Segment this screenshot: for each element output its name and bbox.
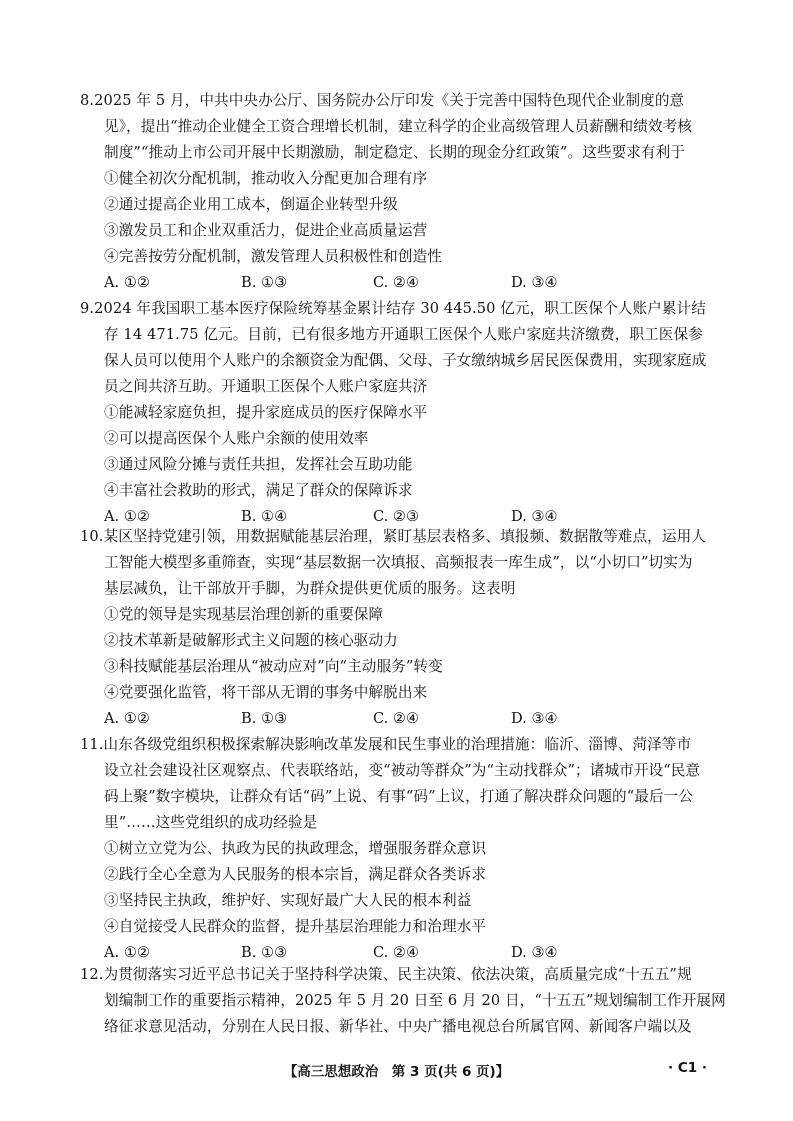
option-statement: ①健全初次分配机制，推动收入分配更加合理有序 bbox=[104, 170, 428, 187]
option-statement: ①党的领导是实现基层治理创新的重要保障 bbox=[104, 606, 384, 623]
option-statement: ②可以提高医保个人账户余额的使用效率 bbox=[104, 430, 369, 447]
option-statement: ④自觉接受人民群众的监督，提升基层治理能力和治理水平 bbox=[104, 918, 487, 935]
choice-a: A. ①② bbox=[104, 944, 150, 961]
choice-c: C. ②④ bbox=[373, 274, 420, 291]
option-statement: ②技术革新是破解形式主义问题的核心驱动力 bbox=[104, 632, 398, 649]
option-statement: ①树立立党为公、执政为民的执政理念，增强服务群众意识 bbox=[104, 840, 487, 857]
choice-b: B. ①③ bbox=[241, 944, 288, 961]
choice-a: A. ①② bbox=[104, 710, 150, 727]
question-stem-line: 10.某区坚持党建引领，用数据赋能基层治理，紧盯基层表格多、填报频、数据散等难点，运用人 bbox=[80, 528, 706, 545]
choice-d: D. ③④ bbox=[511, 944, 558, 961]
question-stem-line: 码上聚”数字模块，让群众有话“码”上说、有事“码”上议，打通了解决群众问题的“最后一公 bbox=[104, 788, 694, 805]
question-stem-line: 工智能大模型多重筛查，实现“基层数据一次填报、高频报表一库生成”，以“小切口”切实为 bbox=[104, 554, 693, 571]
choice-c: C. ②④ bbox=[373, 710, 420, 727]
question-stem-line: 9.2024 年我国职工基本医疗保险统筹基金累计结存 30 445.50 亿元，职工医保个人账户累计结 bbox=[80, 300, 706, 317]
option-statement: ③科技赋能基层治理从“被动应对”向“主动服务”转变 bbox=[104, 658, 443, 675]
option-statement: ③通过风险分摊与责任共担，发挥社会互助功能 bbox=[104, 456, 413, 473]
option-statement: ②通过提高企业用工成本，倒逼企业转型升级 bbox=[104, 196, 398, 213]
option-statement: ③坚持民主执政，维护好、实现好最广大人民的根本利益 bbox=[104, 892, 472, 909]
question-10 bbox=[80, 524, 715, 732]
question-8 bbox=[80, 88, 715, 296]
choice-d: D. ③④ bbox=[511, 508, 558, 525]
option-statement: ①能减轻家庭负担，提升家庭成员的医疗保障水平 bbox=[104, 404, 428, 421]
option-statement: ②践行全心全意为人民服务的根本宗旨，满足群众各类诉求 bbox=[104, 866, 487, 883]
page-footer bbox=[0, 1060, 793, 1084]
choice-a: A. ①② bbox=[104, 274, 150, 291]
question-stem-line: 员之间共济互助。开通职工医保个人账户家庭共济 bbox=[104, 378, 428, 395]
question-stem-line: 制度”“推动上市公司开展中长期激励，制定稳定、长期的现金分红政策”。这些要求有利于 bbox=[104, 144, 686, 161]
choice-d: D. ③④ bbox=[511, 274, 558, 291]
choice-c: C. ②③ bbox=[373, 508, 420, 525]
choice-b: B. ①④ bbox=[241, 508, 288, 525]
question-stem-line: 8.2025 年 5 月，中共中央办公厅、国务院办公厅印发《关于完善中国特色现代企业制度的意 bbox=[80, 92, 685, 109]
choice-b: B. ①③ bbox=[241, 274, 288, 291]
option-statement: ④丰富社会救助的形式，满足了群众的保障诉求 bbox=[104, 482, 413, 499]
option-statement: ③激发员工和企业双重活力，促进企业高质量运营 bbox=[104, 222, 428, 239]
page-number-label: 【高三思想政治 第 3 页(共 6 页)】 bbox=[283, 1064, 510, 1080]
question-stem-line: 12.为贯彻落实习近平总书记关于坚持科学决策、民主决策、依法决策，高质量完成“十五五”规 bbox=[80, 966, 692, 983]
answer-choices bbox=[80, 706, 715, 732]
choice-a: A. ①② bbox=[104, 508, 150, 525]
choice-d: D. ③④ bbox=[511, 710, 558, 727]
answer-choices bbox=[80, 270, 715, 296]
question-stem-line: 见》，提出“推动企业健全工资合理增长机制，建立科学的企业高级管理人员薪酬和绩效考核 bbox=[104, 118, 693, 135]
option-statement: ④党要强化监管，将干部从无谓的事务中解脱出来 bbox=[104, 684, 428, 701]
question-stem-line: 里”……这些党组织的成功经验是 bbox=[104, 814, 318, 831]
question-stem-line: 基层减负，让干部放开手脚，为群众提供更优质的服务。这表明 bbox=[104, 580, 516, 597]
option-statement: ④完善按劳分配机制，激发管理人员积极性和创造性 bbox=[104, 248, 442, 265]
question-stem-line: 存 14 471.75 亿元。目前，已有很多地方开通职工医保个人账户家庭共济缴费，职工医保参 bbox=[104, 326, 703, 343]
question-stem-line: 设立社会建设社区观察点、代表联络站，变“被动等群众”为“主动找群众”；诸城市开设“民意 bbox=[104, 762, 701, 779]
question-stem-line: 保人员可以使用个人账户的余额资金为配偶、父母、子女缴纳城乡居民医保费用，实现家庭成 bbox=[104, 352, 707, 369]
choice-b: B. ①③ bbox=[241, 710, 288, 727]
question-stem-line: 划编制工作的重要指示精神，2025 年 5 月 20 日至 6 月 20 日，“十五五”规划编制工作开展网 bbox=[104, 992, 726, 1009]
choice-c: C. ②④ bbox=[373, 944, 420, 961]
exam-code: · C1 · bbox=[668, 1060, 707, 1076]
question-11 bbox=[80, 732, 715, 966]
question-stem-line: 络征求意见活动，分别在人民日报、新华社、中央广播电视总台所属官网、新闻客户端以及 bbox=[104, 1018, 692, 1035]
question-9 bbox=[80, 296, 715, 530]
question-stem-line: 11.山东各级党组织积极探索解决影响改革发展和民生事业的治理措施：临沂、淄博、菏泽等市 bbox=[80, 736, 692, 753]
question-12 bbox=[80, 962, 726, 1040]
